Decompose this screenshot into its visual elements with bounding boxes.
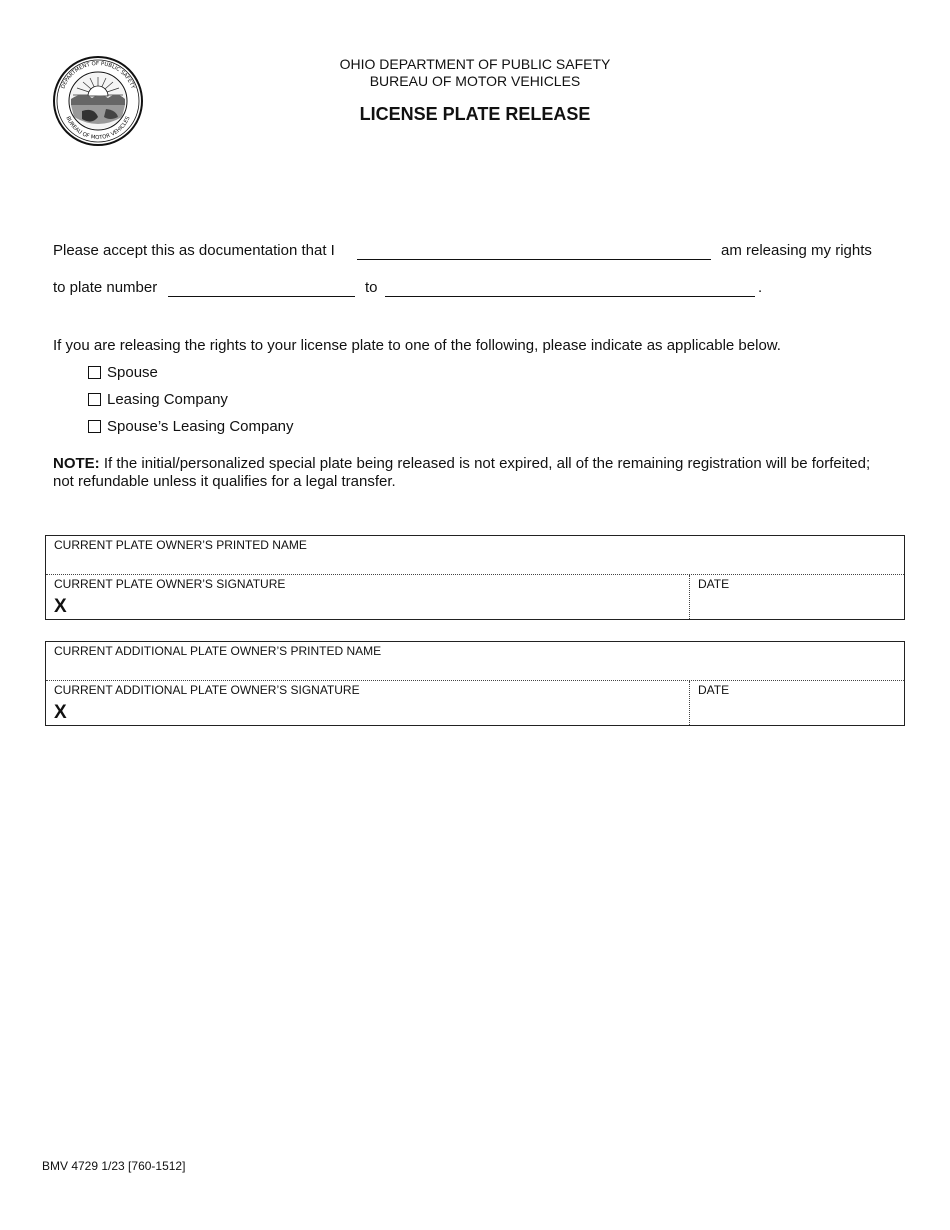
checkbox[interactable]: [88, 393, 101, 406]
agency-name: OHIO DEPARTMENT OF PUBLIC SAFETY: [339, 56, 611, 72]
sign-here-mark: X: [54, 702, 67, 723]
option-label: Spouse’s Leasing Company: [107, 418, 294, 435]
additional-owner-date-label: DATE: [698, 683, 730, 697]
statement-line2-end: .: [758, 279, 763, 296]
additional-owner-signature-field[interactable]: [46, 681, 690, 725]
release-to-field[interactable]: [385, 296, 755, 297]
statement-line1-prefix: Please accept this as documentation that I: [53, 242, 335, 259]
additional-owner-date-field[interactable]: [690, 681, 904, 725]
owner-signature-field[interactable]: [46, 575, 690, 619]
additional-owner-signature-label: CURRENT ADDITIONAL PLATE OWNER’S SIGNATURE: [54, 683, 360, 697]
owner-printed-name-label: CURRENT PLATE OWNER’S PRINTED NAME: [54, 538, 307, 552]
bureau-name: BUREAU OF MOTOR VEHICLES: [369, 73, 581, 89]
checkbox[interactable]: [88, 420, 101, 433]
plate-number-field[interactable]: [168, 296, 355, 297]
option-label: Spouse: [107, 364, 158, 381]
form-id: BMV 4729 1/23 [760-1512]: [42, 1159, 186, 1173]
owner-signature-label: CURRENT PLATE OWNER’S SIGNATURE: [54, 577, 286, 591]
additional-owner-printed-name-field[interactable]: [46, 642, 904, 681]
note-label: NOTE:: [53, 455, 100, 472]
option-leasing-company[interactable]: [88, 391, 228, 408]
options-intro: If you are releasing the rights to your license plate to one of the following, please indicate as applicable below.: [53, 337, 781, 354]
statement-line2-prefix: to plate number: [53, 279, 158, 296]
note-text: If the initial/personalized special plate being released is not expired, all of the remaining registration will be forfeited; not refundable unless it qualifies for a legal transfer.: [53, 455, 871, 490]
owner-signature-block: [45, 535, 905, 620]
note: [53, 455, 883, 491]
svg-text:BUREAU OF MOTOR VEHICLES: BUREAU OF MOTOR VEHICLES: [64, 115, 132, 142]
sign-here-mark: X: [54, 596, 67, 617]
owner-printed-name-field[interactable]: [46, 536, 904, 575]
option-spouses-leasing-company[interactable]: [88, 418, 294, 435]
owner-date-label: DATE: [698, 577, 730, 591]
owner-date-field[interactable]: [690, 575, 904, 619]
statement-line1-suffix: am releasing my rights: [721, 242, 872, 259]
checkbox[interactable]: [88, 366, 101, 379]
releasor-name-field[interactable]: [357, 259, 711, 260]
statement-line2-mid: to: [365, 279, 378, 296]
additional-owner-signature-block: [45, 641, 905, 726]
option-spouse[interactable]: [88, 364, 158, 381]
svg-text:DEPARTMENT OF PUBLIC SAFETY: DEPARTMENT OF PUBLIC SAFETY: [60, 60, 136, 90]
page-title: LICENSE PLATE RELEASE: [359, 104, 591, 124]
option-label: Leasing Company: [107, 391, 228, 408]
additional-owner-printed-name-label: CURRENT ADDITIONAL PLATE OWNER’S PRINTED NAME: [54, 644, 382, 658]
